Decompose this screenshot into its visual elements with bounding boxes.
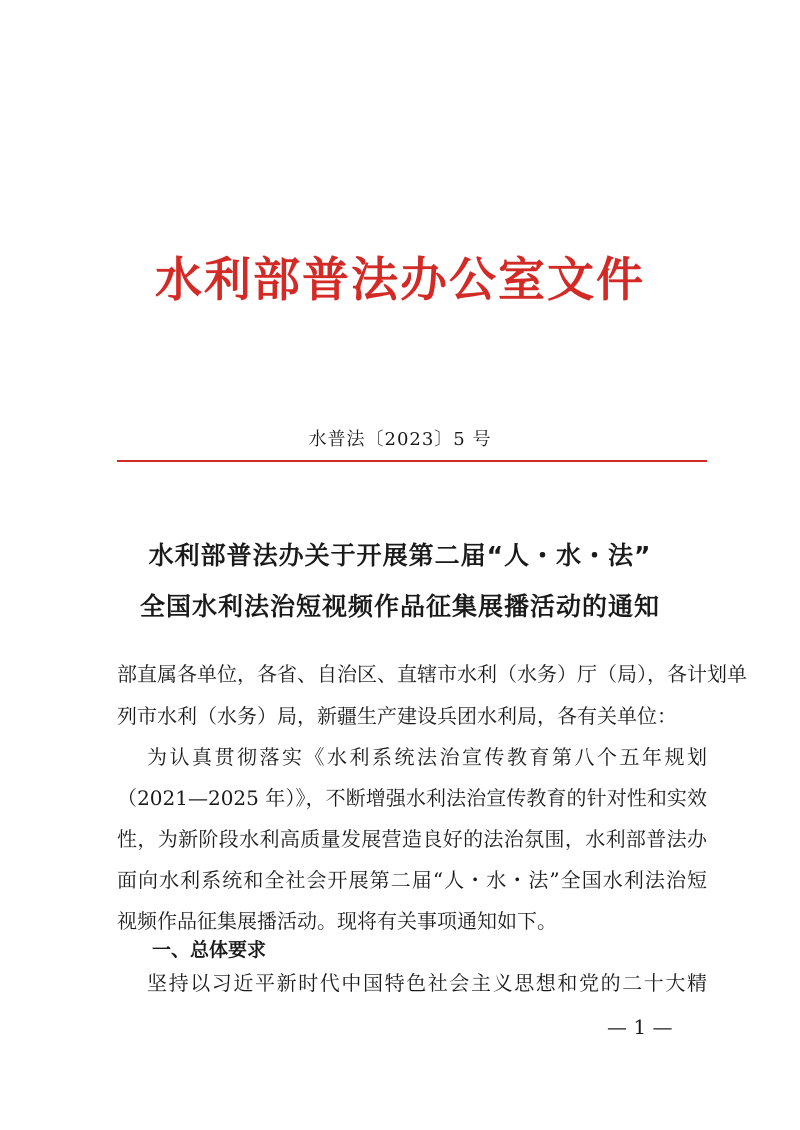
addressee-line-1: 部直属各单位，各省、自治区、直辖市水利（水务）厅（局），各计划单 <box>117 662 747 686</box>
addressee-line-2: 列市水利（水务）局，新疆生产建设兵团水利局，各有关单位： <box>117 704 677 728</box>
red-divider-line <box>117 460 707 462</box>
paragraph-1-line-5: 视频作品征集展播活动。现将有关事项通知如下。 <box>117 909 557 933</box>
paragraph-1-line-1: 为认真贯彻落实《水利系统法治宣传教育第八个五年规划 <box>147 745 707 769</box>
paragraph-2-line-1: 坚持以习近平新时代中国特色社会主义思想和党的二十大精 <box>147 971 707 995</box>
document-number: 水普法〔2023〕5 号 <box>308 429 492 450</box>
paragraph-1-line-3: 性，为新阶段水利高质量发展营造良好的法治氛围，水利部普法办 <box>117 827 707 851</box>
masthead-title: 水利部普法办公室文件 <box>155 253 645 308</box>
paragraph-1-line-2: （2021—2025 年）》，不断增强水利法治宣传教育的针对性和实效 <box>117 786 707 810</box>
notice-title-line-2: 全国水利法治短视频作品征集展播活动的通知 <box>139 592 660 621</box>
section-heading: 一、总体要求 <box>152 939 267 961</box>
notice-title-line-1: 水利部普法办关于开展第二届“人・水・法” <box>148 541 652 570</box>
page-number: — 1 — <box>607 1015 673 1039</box>
paragraph-1-line-4: 面向水利系统和全社会开展第二届“人・水・法”全国水利法治短 <box>117 868 707 892</box>
